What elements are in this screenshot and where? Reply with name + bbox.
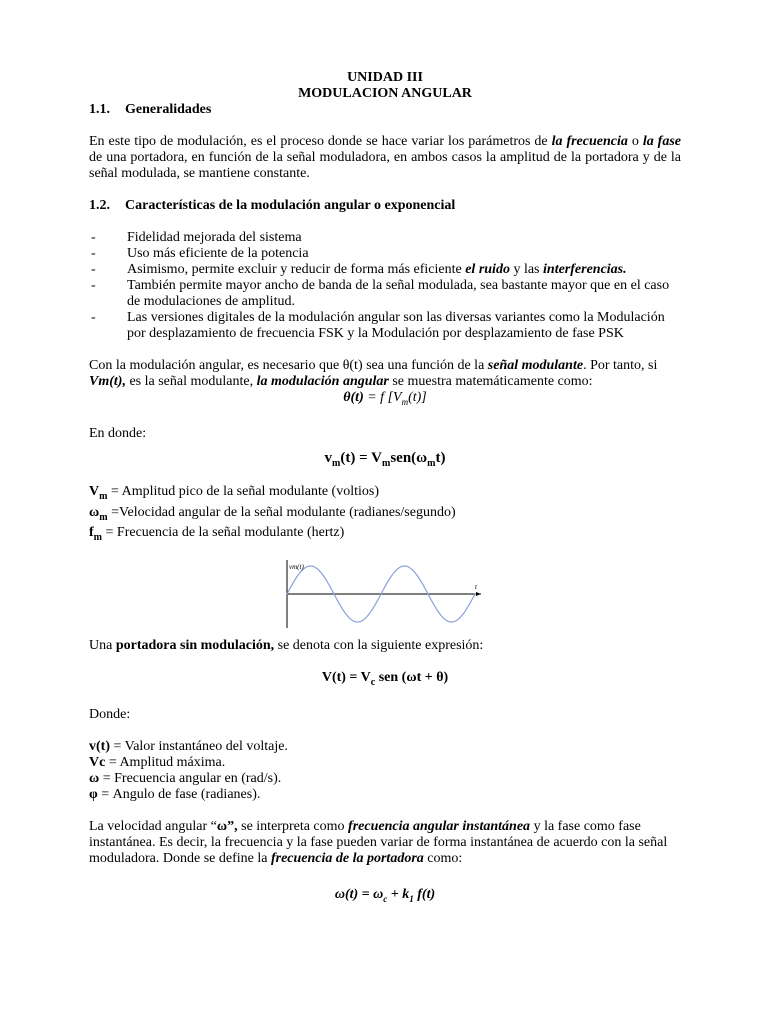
sine-chart <box>283 558 483 630</box>
data-point <box>333 594 334 595</box>
list-item: - También permite mayor ancho de banda de la señal modulada, sea bastante mayor que en el caso de modulaciones de amplitud. <box>91 278 670 309</box>
unit-subtitle: MODULACION ANGULAR <box>298 86 472 101</box>
list-item: - Las versiones digitales de la modulación angular son las diversas variantes como la Modulación por desplazamiento de frecuencia FSK y la Modulación por desplazamiento de fase PSK <box>91 310 665 341</box>
definition-vt: v(t) = Valor instantáneo del voltaje. <box>89 738 288 754</box>
definition-wm: $\omega_m$ =Velocidad angular de la señal modulante (radianes/segundo) <box>89 504 456 523</box>
paragraph-velocidad-angular: La velocidad angular “ω”, se interpreta como frecuencia angular instantánea y la fase como fase instantánea. Es decir, la frecuencia y la fase pueden variar de forma instantánea de acuerdo con la señal moduladora. Donde se define la frecuencia de la portadora como: <box>89 818 668 866</box>
x-axis-arrow <box>476 592 481 596</box>
unit-title: UNIDAD III <box>347 70 423 85</box>
equation-instant-frequency: $\omega(t) = \omega_c + k_1$ f(t) <box>334 886 436 904</box>
x-axis-label: t <box>475 583 477 592</box>
definitions-carrier <box>89 739 681 803</box>
section-title: Generalidades <box>125 102 212 117</box>
definition-vc: Vc = Amplitud máxima. <box>89 754 226 770</box>
definition-phi: φ = Angulo de fase (radianes). <box>89 786 261 802</box>
characteristics-list <box>89 230 681 342</box>
definitions-modulante <box>89 484 681 546</box>
equation-carrier: $V(t) = V_c$ sen (ωt + θ) <box>321 670 449 688</box>
donde-label: Donde: <box>89 706 131 722</box>
data-point <box>404 566 405 567</box>
paragraph-angular: Con la modulación angular, es necesario que θ(t) sea una función de la señal modulante. Por tanto, si Vm(t), es la señal modulante, la modulación angular se muestra matemáticamente como: <box>89 358 658 389</box>
section-heading-1-2 <box>89 198 681 214</box>
list-item: - Fidelidad mejorada del sistema <box>91 230 302 245</box>
document-page <box>89 70 681 907</box>
section-title: Características de la modulación angular o exponencial <box>125 198 456 213</box>
list-item: - Asimismo, permite excluir y reducir de forma más eficiente el ruido y las interferencias. <box>91 262 627 277</box>
equation-theta: θ(t) = f $[V_m(t)]$ <box>343 390 427 407</box>
data-point <box>357 622 358 623</box>
section-heading-1-1 <box>89 102 681 118</box>
en-donde-label: En donde: <box>89 425 147 441</box>
list-item: - Uso más eficiente de la potencia <box>91 246 309 261</box>
section-number: 1.2. <box>89 198 110 213</box>
definition-fm: $f_m$ = Frecuencia de la señal modulante (hertz) <box>89 525 345 544</box>
section-number: 1.1. <box>89 102 110 117</box>
data-point <box>474 594 475 595</box>
definition-omega: ω = Frecuencia angular en (rad/s). <box>89 770 282 786</box>
data-point <box>380 594 381 595</box>
equation-vm: $v_m(t) = V_msen(\omega_mt)$ <box>324 449 446 469</box>
paragraph-portadora: Una portadora sin modulación, se denota con la siguiente expresión: <box>89 638 484 654</box>
y-axis-label: vm(t) <box>289 563 304 572</box>
definition-vm: $V_m$ = Amplitud pico de la señal modulante (voltios) <box>89 483 379 502</box>
data-point <box>310 566 311 567</box>
data-point <box>427 594 428 595</box>
paragraph-generalidades: En este tipo de modulación, es el proceso donde se hace variar los parámetros de la frecuencia o la fase de una portadora, en función de la señal moduladora, en ambos casos la amplitud de la portadora y de la señal modulada, se mantiene constante. <box>89 134 682 181</box>
data-point <box>286 594 287 595</box>
data-point <box>451 622 452 623</box>
